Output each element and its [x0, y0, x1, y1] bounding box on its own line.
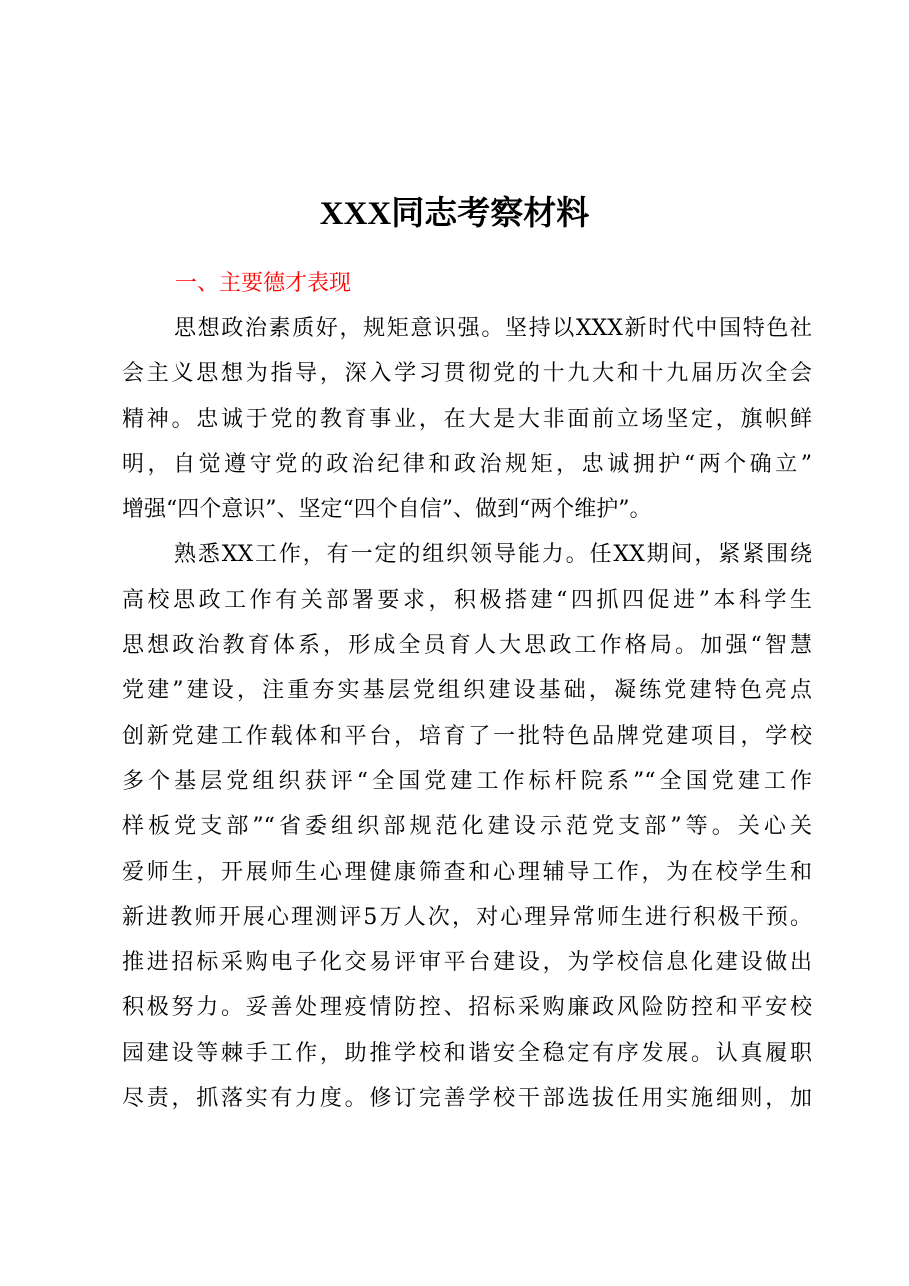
paragraph-1 [122, 306, 812, 532]
paragraph-line: 新进教师开展心理测评5万人次，对心理异常师生进行积极干预。 [122, 904, 812, 930]
section-heading: 一、主要德才表现 [175, 271, 352, 296]
paragraph-line: 爱师生，开展师生心理健康筛查和心理辅导工作，为在校学生和 [122, 859, 812, 885]
paragraph-line: 思想政治教育体系，形成全员育人大思政工作格局。加强“智慧 [122, 633, 812, 659]
paragraph-line: 推进招标采购电子化交易评审平台建设，为学校信息化建设做出 [122, 950, 812, 976]
paragraph-line: 尽责，抓落实有力度。修订完善学校干部选拔任用实施细则，加 [122, 1086, 812, 1112]
paragraph-line: 园建设等棘手工作，助推学校和谐安全稳定有序发展。认真履职 [122, 1040, 812, 1066]
paragraph-line: 积极努力。妥善处理疫情防控、招标采购廉政风险防控和平安校 [122, 995, 812, 1021]
paragraph-line: 党建”建设，注重夯实基层党组织建设基础，凝练党建特色亮点 [122, 678, 812, 704]
paragraph-line: 思想政治素质好，规矩意识强。坚持以XXX新时代中国特色社 [174, 316, 812, 341]
paragraph-line: 增强“四个意识”、坚定“四个自信”、做到“两个维护”。 [122, 497, 652, 523]
paragraph-line: 样板党支部”“省委组织部规范化建设示范党支部”等。关心关 [122, 814, 812, 840]
paragraph-line: 会主义思想为指导，深入学习贯彻党的十九大和十九届历次全会 [122, 361, 812, 387]
paragraph-line: 多个基层党组织获评“全国党建工作标杆院系”“全国党建工作 [122, 768, 812, 794]
paragraph-line: 高校思政工作有关部署要求，积极搭建“四抓四促进”本科学生 [122, 587, 812, 613]
paragraph-line: 熟悉XX工作，有一定的组织领导能力。任XX期间，紧紧围绕 [174, 542, 812, 568]
paragraph-line: 精神。忠诚于党的教育事业，在大是大非面前立场坚定，旗帜鲜 [122, 406, 812, 432]
document-title: XXX同志考察材料 [319, 196, 590, 232]
paragraph-2 [122, 532, 812, 1121]
paragraph-line: 创新党建工作载体和平台，培育了一批特色品牌党建项目，学校 [122, 723, 812, 749]
document-body [122, 306, 812, 1121]
paragraph-line: 明，自觉遵守党的政治纪律和政治规矩，忠诚拥护“两个确立” [122, 451, 812, 477]
